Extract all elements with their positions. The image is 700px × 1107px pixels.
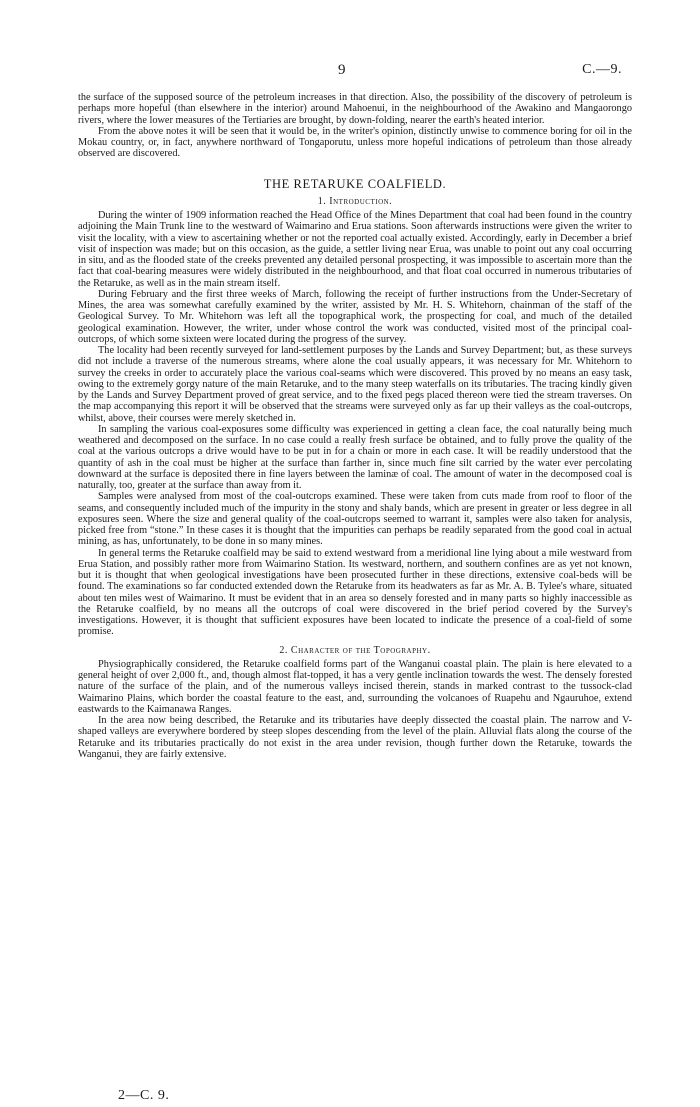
document-reference: C.—9. [582, 62, 622, 77]
paragraph: In sampling the various coal-exposures some difficulty was experienced in getting a clean face, the coal naturally being much weathered and decomposed on the surface. In no case could a really fresh surface be obtained, and to fully prove the quality of the coal at the various outcrops a drive would have to be put in for a chain or more in each case. It will be readily understood that the quantity of ash in the coal must be higher at the surface than farther in, since much fine silt carried by the water ever percolating downward at the surface is deposited there in fine layers between the laminæ of coal. The amount of water in the decomposed coal is naturally, too, greater at the surface than away from it. [78, 423, 632, 491]
page-header [0, 62, 700, 82]
paragraph: In the area now being described, the Retaruke and its tributaries have deeply dissected the coastal plain. The narrow and V-shaped valleys are everywhere bordered by steep slopes descending from the level of the plain. Alluvial flats along the course of the Retaruke and its tributaries practically do not exist in the area under revision, though further down the Retaruke, towards the Wanganui, they are fairly extensive. [78, 715, 632, 760]
paragraph: the surface of the supposed source of the petroleum increases in that direction. Also, the possibility of the discovery of petroleum is perhaps more hopeful (than elsewhere in the interior) around Mahoenui, in the neighbourhood of the Awakino and Mangaorongo rivers, where the lower measures of the Tertiaries are brought, by down-folding, nearer the earth's heated interior. [78, 92, 632, 126]
paragraph: The locality had been recently surveyed for land-settlement purposes by the Lands and Survey Department; but, as these surveys did not include a traverse of the numerous streams, where alone the coal usually appears, it was necessary for Mr. Whitehorn to survey the creeks in order to accurately place the various coal-seams which were discovered. This proved by no means an easy task, owing to the extremely gorgy nature of the main Retaruke, and to the many steep waterfalls on its tributaries. The tracing kindly given by the Lands and Survey Department proved of great service, and to the fixed pegs placed thereon were tied the stream traverses. On the map accompanying this report it will be observed that the streams were surveyed only as far up their valleys as the coal-outcrops, whilst, above, their courses were merely sketched in. [78, 345, 632, 424]
paragraph: Samples were analysed from most of the coal-outcrops examined. These were taken from cuts made from roof to floor of the seams, and consequently included much of the impurity in the stony and shaly bands, which are present in greater or less degree in all exposures seen. Where the size and general quality of the coal-outcrops seemed to warrant it, samples were also taken for analysis, picked free from “stone.” In these cases it is thought that the impurities can perhaps be readily separated from the good coal in actual mining, as has, unfortunately, to be done in so many mines. [78, 491, 632, 548]
subsection-heading: 2. Character of the Topography. [279, 644, 431, 656]
page-signature: 2—C. 9. [118, 1088, 170, 1103]
subsection-heading: 1. Introduction. [317, 195, 393, 207]
document-body [78, 92, 632, 760]
paragraph: In general terms the Retaruke coalfield may be said to extend westward from a meridional line lying about a mile westward from Erua Station, and possibly rather more from Waimarino Station. Its westward, northern, and southern confines are as yet not known, but it is thought that when geological investigations have been prosecuted further in these directions, extensive coal-beds will be found. The examinations so far conducted extended down the Retaruke from its headwaters as far as Mr. A. B. Tylee's whare, situated about ten miles west of Waimarino. It must be evident that in an area so densely forested and in many parts so highly inaccessible as the Retaruke coalfield, by no means all the outcrops of coal were discovered in the brief period covered by the Survey's investigations. However, it is thought that sufficient exposures have been located to indicate the presence of a coal-field of some promise. [78, 547, 632, 638]
paragraph: From the above notes it will be seen that it would be, in the writer's opinion, distinctly unwise to commence boring for oil in the Mokau country, or, in fact, anywhere northward of Tongaporutu, unless more hopeful indications of petroleum than those already observed are discovered. [78, 125, 632, 160]
page-number: 9 [338, 62, 346, 78]
paragraph: During the winter of 1909 information reached the Head Office of the Mines Department that coal had been found in the country adjoining the Main Trunk line to the westward of Waimarino and Erua stations. Soon afterwards instructions were given the writer to visit the locality, with a view to ascertaining whether or not the reported coal actually existed. Accordingly, early in December a brief visit of inspection was made; but on this occasion, as the guide, a settler living near Erua, was unable to point out any coal occurring in situ, and as the flooded state of the creeks prevented any detailed personal prospecting, it was impossible to ascertain more than the fact that coal-bearing measures were widely distributed in the neighbourhood, and that float coal occurred in numerous tributaries of the Retaruke, as well as in the main stream itself. [78, 210, 632, 289]
paragraph: Physiographically considered, the Retaruke coalfield forms part of the Wanganui coastal plain. The plain is here elevated to a general height of over 2,000 ft., and, though almost flat-topped, it has a very gentle inclination towards the west. The densely forested nature of the surface of the plain, and of the numerous valleys incised therein, stands in marked contrast to the tussock-clad Waimarino Plains, which border the coastal feature to the east, and, surrounding the volcanoes of Ruapehu and Ngauruhoe, extend eastwards to the Kaimanawa Ranges. [78, 658, 632, 715]
section-title: THE RETARUKE COALFIELD. [263, 176, 447, 191]
paragraph: During February and the first three weeks of March, following the receipt of further instructions from the Under-Secretary of Mines, the area was somewhat carefully examined by the writer, assisted by Mr. H. S. Whitehorn, chainman of the staff of the Geological Survey. To Mr. Whitehorn was left all the topographical work, the prospecting for coal, and much of the detailed geological examination. However, the writer, under whose control the work was conducted, visited most of the principal coal-outcrops, of which some sixteen were located during the progress of the survey. [78, 288, 632, 345]
